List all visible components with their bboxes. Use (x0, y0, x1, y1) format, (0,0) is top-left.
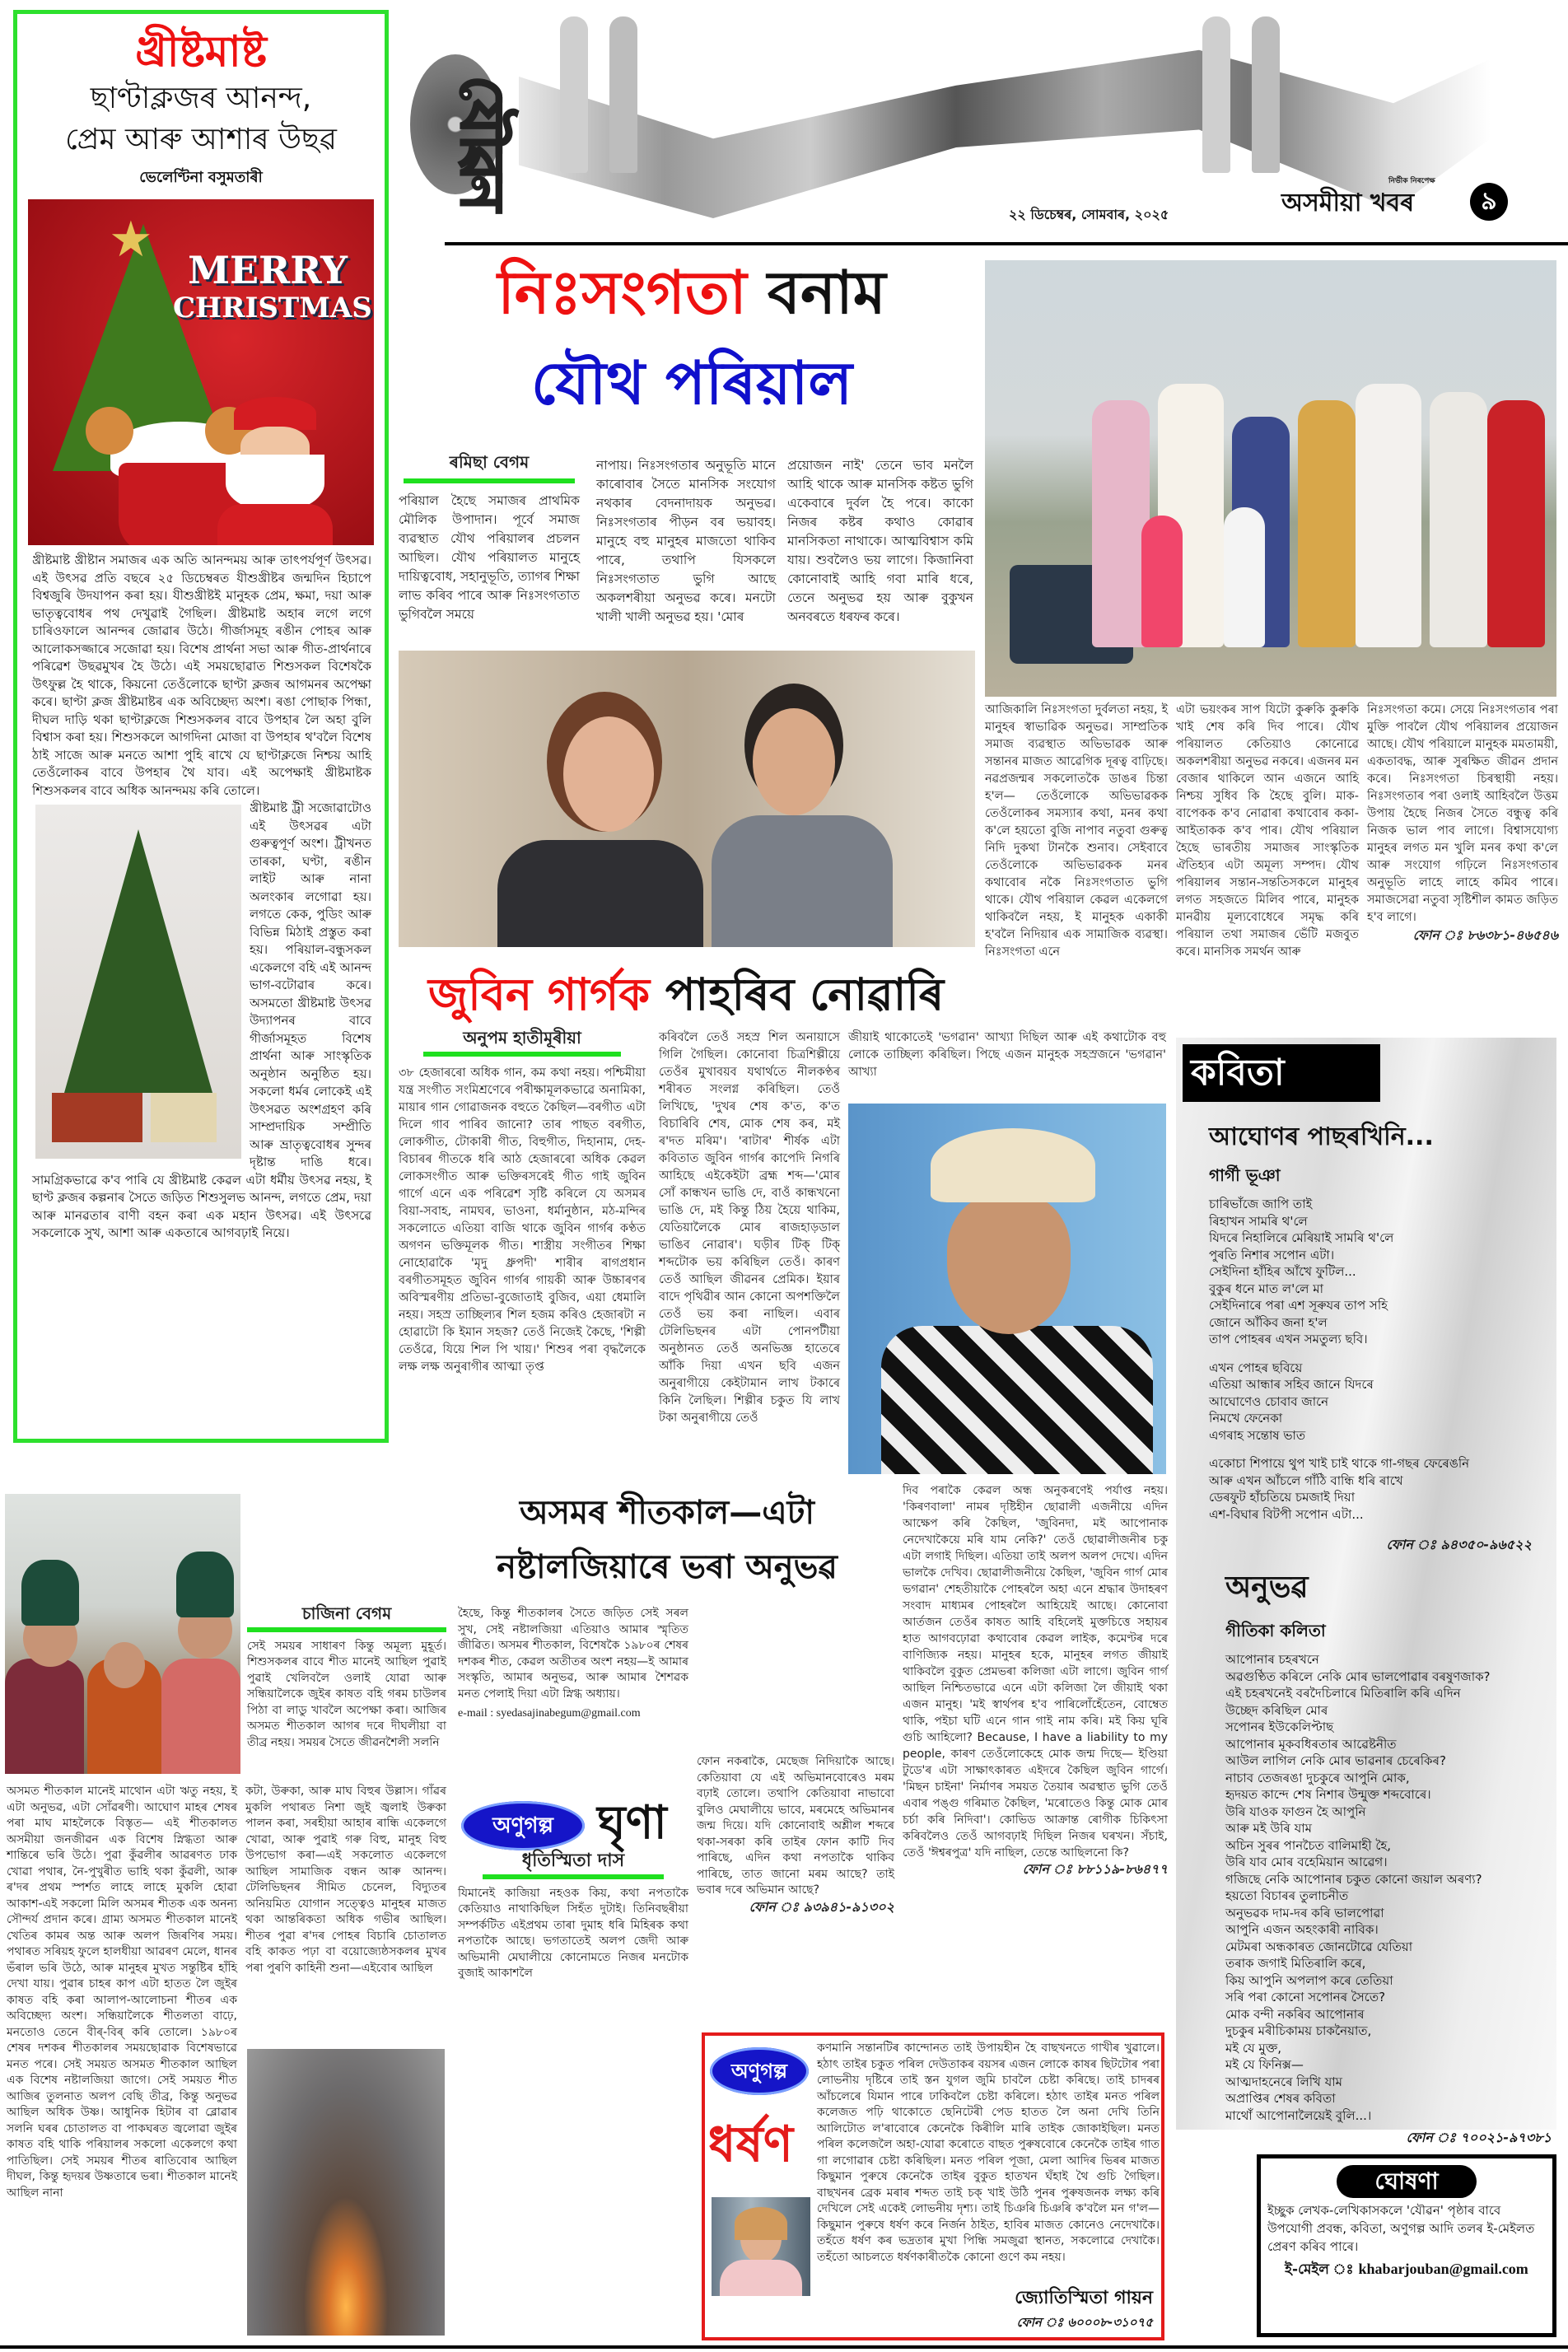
poem-line: অপ্ৰাপ্তিৰ শেষৰ কবিতা (1225, 2091, 1336, 2106)
poem-line: এতিয়া আন্ধাৰ সহিব জানে যিদৰে (1209, 1377, 1374, 1392)
silhouette (1252, 16, 1280, 173)
announcement-title: ঘোষণা (1337, 2165, 1477, 2198)
poem-line: চাৰিভাঁজে জাপি তাই (1209, 1197, 1313, 1211)
winter-children-photo (5, 1494, 240, 1774)
poem-line: আপোনাৰ চহৰখনে (1225, 1652, 1319, 1667)
poem-line: উৰি যাব মোৰ বহেমিয়ান আৱেগ। (1225, 1855, 1388, 1869)
winter-email[interactable]: e-mail : syedasajinabegum@gmail.com (458, 1707, 641, 1720)
poem-body (1209, 1196, 1548, 1534)
anugalpa-badge: অণুগল্প (461, 1801, 585, 1850)
dateline: ২২ ডিচেম্বৰ, সোমবাৰ, ২০২৫ (1009, 207, 1169, 222)
christmas-subtitle-1: ছাণ্টাক্লজৰ আনন্দ, (90, 82, 312, 115)
headline-blue: যৌথ পৰিয়াল (531, 348, 852, 418)
poem-line: গজিছে নেকি আপোনাৰ চকুত কোনো জয়াল অৰণ্য? (1225, 1871, 1482, 1887)
loneliness-phone: ফোন ঃ ৮৬৩৮১-৪৬৫৪৬ (1412, 927, 1558, 943)
ghrina-phone: ফোন ঃ ৯৩৯৪১-৯১৩০২ (749, 1898, 894, 1915)
poem-line: মাথোঁ আপোনালৈয়েই বুলি...। (1225, 2107, 1372, 2123)
poem-title: অনুভৱ (1225, 1570, 1309, 1604)
anugalpa-badge: অণুগল্প (710, 2047, 809, 2095)
poem-line: সপোনৰ ইউকেলিপ্টাছ (1225, 1720, 1334, 1734)
poem-line: নিমখে ফেনেকা (1209, 1411, 1283, 1426)
christmas-title: খ্ৰীষ্টমাষ্ট (135, 27, 267, 77)
page-number: ৯ (1470, 183, 1508, 221)
poem-line: উৰি যাওক ফাগুন হৈ আপুনি (1225, 1804, 1366, 1819)
merry-christmas-lettering: MERRY CHRISTMAS (173, 248, 372, 324)
poem-line: সৰি পৰা কোনো সপোনৰ সৈতে? (1225, 1990, 1386, 2004)
paper-name (1281, 177, 1435, 225)
ghrina-column-1: ধৃতিস্মিতা দাস যিমানেই কাজিয়া নহওক কিয়, কথা নপতাকৈ কেতিয়াও নাথাকিছিল সিহঁত দুটাই। তিনিবছৰীয়া সম্পৰ্কটিত এইপ্ৰথম তাৰা দুমাহ ধৰি মিহিৰক কথা নপতাকৈ আছে। ভগতাতেই অলপ জেদী আৰু অভিমানী মেঘালীয়ে কোনোমতে নিজৰ মনটোক বুজাই আকাশলৈ (458, 1850, 688, 1980)
poem-line: মেটমৰা অন্ধকাৰত জোনটোৱে যেতিয়া (1225, 1939, 1413, 1954)
dharshan-author: জ্যোতিস্মিতা গায়ন (1015, 2288, 1153, 2308)
announcement-box (1257, 2154, 1556, 2337)
gingerbread-icon (86, 407, 133, 455)
poem-anubhav (1225, 1565, 1552, 2149)
masthead (395, 0, 1568, 247)
poem-line: আউল লাগিল নেকি মোৰ ভাৱনাৰ চেৰেকিৰ? (1225, 1753, 1446, 1768)
poem-line: মই যে মুক্ত, (1225, 2040, 1282, 2056)
headline-red: নিঃসংগতা (497, 258, 747, 327)
zubeen-author: অনুপম হাতীমূৰীয়া (463, 1028, 581, 1048)
poem-line: জোনে আঁকিব জনা হ'ল (1209, 1314, 1328, 1330)
poem-line: হৃদয়ত কান্দে শেষ নিশাৰ উন্মুক্ত শব্দবোৰে। (1225, 1787, 1431, 1802)
poem-line: আত্মদাহনেৰে লিখি যাম (1225, 2074, 1342, 2089)
poem-line: আৰু মই উৰি যাম (1225, 1821, 1312, 1836)
section-logo (404, 30, 527, 227)
ghrina-heading (461, 1787, 684, 1850)
poem-line: পুৰতি নিশাৰ সপোন এটা। (1209, 1247, 1335, 1262)
poem-line: নাচাব তেজৰঙা দুচকুৰে আপুনি মোক, (1225, 1770, 1410, 1785)
poem-line: সেইদিনা হাঁহিৰ আঁখে ফুটিল... (1209, 1264, 1356, 1279)
poem-line: সেইদিনাৰে পৰা এশ সূৰুযৰ তাপ সহি (1209, 1298, 1388, 1313)
poem-title: আঘোণৰ পাছৰখিনি... (1209, 1122, 1434, 1151)
poem-author: গাৰ্গী ভূঞা (1209, 1165, 1281, 1185)
winter-column-1: অসমত শীতকাল মানেই মাথোন এটা ঋতু নহয়, ই এটা অনুভৱ, এটা সোঁৱৰণী। আঘোণ মাহৰ শেষৰ পৰা মাঘ মাহলৈকে বিস্তৃত— এই শীতকালত অসমীয়া জনজীৱন এক বিশেষ স্নিগ্ধতা আৰু শান্তিৰে ভৰি উঠে। পুৱা কুঁৱলীৰ আৱৰণত ঢাক খোৱা পথাৰ, নৈ-পুখুৰীত ভাহি থকা কুঁৱলী, আৰু ৰ'দৰ প্ৰথম স্পৰ্শত লাহে লাহে মুকলি হোৱা আকাশ-এই সকলো মিলি অসমৰ শীতক এক অনন্য সৌন্দৰ্য প্ৰদান কৰে। গ্ৰাম্য অসমত শীতকাল মানেই খেতিৰ কামৰ অন্ত আৰু অলপ জিৰণিৰ সময়। পথাৰত সৰিয়হ ফুলে হালধীয়া আৱৰণ মেলে, ধানৰ ভঁৰাল ভৰি উঠে, আৰু মানুহৰ মুখত সন্তুষ্টিৰ হাঁহি দেখা যায়। পুৱাৰ চাহৰ কাপ এটা হাতত লৈ জুইৰ কাষত বহি কৰা আলাপ-আলোচনা শীতৰ এক অবিচ্ছেদ্য অংশ। সন্ধিয়ালৈকে শীতলতা বাঢ়ে, মনতোও তেনে বীৰ্-বিৰ্ কৰি তোলে। ১৯৮০ৰ শেষৰ দশকৰ শীতকালৰ সময়ছোৱাক বিশেষভাৱে মনত পৰে। সেই সময়ত অসমত শীতকাল আছিল এক বিশেষ নষ্টালজিয়া জাগে। সেই সময়ত শীত আজিৰ তুলনাত অলপ বেছি তীব্ৰ, কিন্তু অনুভৱ আছিল অধিক উষ্ণ। আধুনিক হিটাৰ বা ব্লোৱাৰ সলনি ঘৰৰ চোতালত বা পাকঘৰত জ্বলোৱা জুইৰ কাষত বহি থাকি পৰিয়ালৰ সকলো একেলগে কথা পাতিছিল। সেই সময়ৰ শীতৰ ৰাতিবোৰ আছিল দীঘল, কিন্তু হৃদয়ৰ উষ্ণতাৰে ভৰা। শীতকাল মানেই আছিল নানা (7, 1785, 237, 2200)
bonfire-photo (247, 2049, 445, 2336)
poem-line: আপোনাৰ মূকবধিৰতাৰ আৱেষ্টনীত (1225, 1736, 1397, 1752)
poem-line: অনুভৱক দাম-দৰ কৰি ভালপোৱা (1225, 1905, 1384, 1920)
silhouette (1202, 16, 1230, 173)
zubeen-column-1: অনুপম হাতীমূৰীয়া ৩৮ হেজাৰৰো অধিক গান, কম কথা নহয়। পশ্চিমীয়া যন্ত্ৰ সংগীত সংমিশ্ৰণেৰে পৰীক্ষামূলকভাৱে অনামিকা, মায়াৰ গান গোৱাজনক বহুতে কৈছিল—বৰগীত এটা দিলে গাব পাৰিব জানো? তাৰ পাছত বৰগীত, লোকগীত, টোকাৰী গীত, বিহুগীত, দিহানাম, দেহ-বিচাৰৰ গীতকে ধৰি আঠ হেজাৰৰো অধিক কেৱল লোকসংগীত আৰু ভক্তিৰসৰেই গীত গাই জুবিন গাৰ্গে এনে এক পৰিৱেশ সৃষ্টি কৰিলে যে অসমৰ বিয়া-সবাহ, নামঘৰ, ভাওনা, ধৰ্মানুষ্ঠান, মঠ-মন্দিৰ সকলোতে এতিয়া বাজি থাকে জুবিন গাৰ্গৰ কণ্ঠত অগণন ভক্তিমূলক গীত। শাস্ত্ৰীয় সংগীতৰ শিক্ষা নোহোৱাকৈ 'মৃদু ধ্ৰুপদী' শাৰীৰ ৰাগপ্ৰধান বৰগীতসমূহত জুবিন গাৰ্গৰ গায়কী আৰু উচ্চাৰণৰ অবিস্মৰণীয় প্ৰতিভা-বুজোতাই বুজিব, এয়া ধেমালি নহয়। সহস্ৰ তাচ্ছিল্যৰ শিল হজম কৰিও হেজাৰটা ন হোৱাটো কি ইমান সহজ? তেওঁ নিজেই কৈছে, 'শিল্পী তেওঁৱে, যিয়ে শিল পি খায়।' শিশুৰ পৰা বৃদ্ধলৈকে লক্ষ লক্ষ অনুৰাগীৰ আত্মা তৃপ্ত (399, 1028, 646, 1374)
paper-tagline: নিৰ্ভীক নিৰপেক্ষ (1388, 177, 1435, 185)
email-link[interactable]: khabarjouban@gmail.com (1358, 2261, 1528, 2277)
silhouette (609, 16, 637, 173)
zubeen-column-2: কৰিবলৈ তেওঁ সহস্ৰ শিল অনায়াসে গিলি গৈছিল। কোনোবা চিত্ৰশিল্পীয়ে তেওঁৰ মুখাবয়ব যথাৰ্থতে নীলকণ্ঠৰ শৰীৰত সংলগ্ন কৰিছিল। তেওঁ লিখিছে, 'দুখৰ শেষ ক'ত, ক'ত বিচাৰিবি শেষ, মোক শেষ কৰ, মই ৰ'দত মৰিম'। 'ৰাটাৰ' শীৰ্ষক এটা কবিতাত জুবিন গাৰ্গৰ কাপেদি নিগৰি আহিছে এইকেইটা ব্ৰহ্ম শব্দ—'মোৰ সোঁ কান্ধখন ভাঙি দে, বাওঁ কান্ধখনো ভাঙি দে, মই কিন্তু ঠিয় হৈয়ে থাকিম, যেতিয়ালৈকে মোৰ ৰাজহাড়ডাল ভাঙিব নোৱাৰ'। ঘড়ীৰ টিক্ টিক্ শব্দটোক ভয় কৰিছিল তেওঁ। কাৰণ তেওঁ আছিল জীৱনৰ প্ৰেমিক। ইয়াৰ বাদে পৃথিৱীৰ আন কোনো অপশক্তিলৈ তেওঁ ভয় কৰা নাছিল। এবাৰ টেলিভিছনৰ এটা পোনপটীয়া অনুষ্ঠানত তেওঁ অনভিজ্ঞ হাতেৰে আঁকি দিয়া এখন ছবি এজন অনুৰাগীয়ে কেইটামান লাখ টকাৰে কিনি লৈছিল। শিল্পীৰ চকুত যি লাখ টকা অনুৰাগীয়ে তেওঁ (659, 1031, 840, 1425)
poem-line: আৰু এখন আঁচলে গাঁঠি বান্ধি ধৰি ৰাখে (1209, 1472, 1403, 1488)
poem-author: গীতিকা কলিতা (1225, 1621, 1326, 1640)
headline-black: পাহৰিব নোৱাৰি (665, 968, 945, 1020)
divider (423, 1052, 621, 1057)
announcement-text: ইচ্ছুক লেখক-লেখিকাসকলে 'যৌৱন' পৃষ্ঠাৰ বাবে উপযোগী প্ৰবন্ধ, কবিতা, অণুগল্প আদি তলৰ ই-মেইলত প্ৰেৰণ কৰিব পাৰে। (1267, 2203, 1535, 2254)
poem-line: কিয় আপুনি অপলাপ কৰে তেতিয়া (1225, 1972, 1393, 1988)
loneliness-column-2: নাপায়। নিঃসংগতাৰ অনুভূতি মানে কাৰোবাৰ সৈতে মানসিক সংযোগ নথকাৰ বেদনাদায়ক অনুভৱ। নিঃসংগতাৰ পীড়ন বৰ ভয়াবহ। মানুহে বহু মানুহৰ মাজতো থাকিব পাৰে, তথাপি যিসকলে নিঃসংগতাত ভুগি আছে অকলশৰীয়া অনুভৱ কৰে। মনটো খালী খালী অনুভৱ হয়। 'মোৰ (596, 458, 776, 624)
zubeen-garg-photo (848, 1104, 1166, 1474)
ghrina-column-2: ফোন নকৰাকৈ, মেছেজ নিদিয়াকৈ আছে। কেতিয়াবা যে এই অভিমানবোৰেও মৰম বঢ়াই তোলে। তথাপি কেতিয়াবা নাভাবো বুলিও মেঘালীয়ে ভাবে, মৰমেহে অভিমানৰ জন্ম দিয়ে। যদি কোনোবাই অশ্লীল শব্দৰে থকা-সৰকা কৰি তাইৰ ফোন কাটি দিব পাৰিছে, এদিন কথা নপতাকৈ থাকিব পাৰিছে, তাত জানো মৰম আছে? তাই ভবাৰ দৰে অভিমান আছে? ফোন ঃ ৯৩৯৪১-৯১৩০২ (697, 1755, 894, 1915)
poem-line: উচ্ছেদ কৰিছিল মোৰ (1225, 1702, 1328, 1718)
poem-aghonor (1209, 1117, 1548, 1556)
poem-phone: ফোন ঃ ৯৪৩৫০-৯৬৫২২ (1386, 1537, 1532, 1552)
ghrina-author: ধৃতিস্মিতা দাস (521, 1850, 625, 1871)
joint-family-photo (985, 260, 1556, 697)
silhouette (560, 16, 588, 173)
loneliness-column-6: নিঃসংগতা কমে। সেয়ে নিঃসংগতাৰ পৰা মুক্তি পাবলৈ যৌথ পৰিয়ালৰ প্ৰয়োজন আছে। যৌথ পৰিয়ালে মানুহক মমতাময়ী, একতাবদ্ধ, আৰু সুৰক্ষিত জীৱন প্ৰদান কৰে। নিঃসংগতা চিৰস্থায়ী নহয়। নিঃসংগতাৰ পৰা ওলাই আহিবলৈ উত্তম উপায় হৈছে নিজৰ সৈতে বন্ধুত্ব কৰি নিজক ভাল পাব লাগে। বিশ্বাসযোগ্য মানুহৰ লগত মন খুলি মনৰ কথা ক'লে আৰু সংযোগ গঢ়িলে নিঃসংগতাৰ অনুভূতি লাহে লাহে কমিব পাৰে। সমাজসেৱা নতুবা সৃষ্টিশীল কামত জড়িত হ'ব লাগে। ফোন ঃ ৮৬৩৮১-৪৬৫৪৬ (1367, 703, 1558, 943)
poem-line: এখন পোহৰ ছবিয়ে (1209, 1360, 1303, 1375)
loneliness-author: ৰমিছা বেগম (449, 452, 530, 472)
divider (0, 2345, 1568, 2349)
stanza-gap (1209, 1348, 1548, 1360)
headline-line-1: অসমৰ শীতকাল—এটা (519, 1494, 815, 1532)
christmas-tree-photo (35, 805, 241, 1159)
poem-line: দুচকুৰ মৰীচিকাময় চাকনৈয়াত, (1225, 2023, 1372, 2038)
dharshan-text: কণমানি সন্তানটিৰ কান্দোনত তাই উপায়হীন হৈ বাছখনতে গাখীৰ খুৱালে। হঠাৎ তাইৰ চকুত পৰিল দেউতাকৰ বয়সৰ এজন লোকে কাষৰ ছিটটোৰ পৰা লোভনীয় দৃষ্টিৰে তাই স্তন যুগল জুমি চাবলৈ চেষ্টা কৰিছে। তাই চাদৰৰ আঁচলেৰে যিমান পাৰে ঢাকিবলৈ চেষ্টা কৰিলে। হঠাৎ তাইৰ মনত পৰিল কলেজত পঢ়ি থাকোতে ছেনিটেৰী পেড হাতত লৈ অনা দেখি তিনি আলিটোত ল'ৰাবোৰে কেনেকৈ কিৰীলি মাৰি তাইক জোকাইছিল। মনত পৰিল কলেজলৈ অহা-যোৱা কৰোতে বাছত পুৰুষবোৰে কেনেকৈ তাইৰ গাত গা লগোৱাৰ চেষ্টা কৰিছিল। মনত পৰিল পূজা, মেলা আদিৰ ভিৰৰ মাজত কিছুমান পুৰুষে কেনেকৈ তাইৰ বুকুত হাতখন ঘঁহাই থৈ গুচি গৈছিল। বাছখনৰ ব্ৰেক মৰাৰ শব্দত তাই চক্ খাই উঠি পুনৰ পুৰুষজনক লক্ষ্য কৰি দেখিলে সেই একেই লোভনীয় দৃশ্য। তাই চিঞৰি চিঞৰি ক'বলৈ মন গ'ল—কিছুমান পুৰুষে ধৰ্ষণ কৰে নিৰ্জন ঠাইত, হাবিৰ মাজত কোনেও নেদেখাকৈ। তহঁতে ধৰ্ষণ কৰ ভদ্ৰতাৰ মুখা পিন্ধি সমজুৱা স্থানত, সকলোৱে দেখাকৈ। তহঁতো আচলতে ধৰ্ষণকাৰীতকৈ কোনো গুণে কম নহয়। (817, 2042, 1160, 2264)
poem-line: যিদৰে নিহালিৰে মেৰিয়াই সামৰি থ'লে (1209, 1230, 1394, 1245)
poem-phone: ফোন ঃ ৭০০২১-৯৭৩৮১ (1406, 2130, 1552, 2145)
zubeen-headline (428, 962, 988, 1028)
kobita-section-tag: কবিতা (1183, 1044, 1380, 1102)
headline-line-2: নষ্টালজিয়াৰে ভৰা অনুভৱ (497, 1548, 838, 1586)
poem-line: বুকুৰ ধনে মাত ল'লে মা (1209, 1281, 1323, 1296)
zubeen-phone: ফোন ঃ ৮৮১১৯-৮৬৪৭৭ (1022, 1861, 1168, 1877)
paper-name-text: অসমীয়া খবৰ (1281, 189, 1415, 217)
announcement-email: ই-মেইল ঃ khabarjouban@gmail.com (1285, 2261, 1528, 2278)
poem-line: মই যে ফিনিক্স— (1225, 2057, 1304, 2072)
divider (247, 1627, 446, 1632)
loneliness-column-4: আজিকালি নিঃসংগতা দুৰ্বলতা নহয়, ই মানুহৰ স্বাভাৱিক অনুভৱ। সাম্প্ৰতিক সমাজ ব্যৱস্থাত অভিভাৱক আৰু সন্তানৰ মাজত আৱেগিক দূৰত্ব বাঢ়িছে। নৱপ্ৰজন্মৰ সকলোতকৈ ডাঙৰ চিন্তা হ'ল— তেওঁলোকে অভিভাৱকক তেওঁলোকৰ সমস্যাৰ কথা, মনৰ কথা ক'লে হয়তো বুজি নাপাব নতুবা গুৰুত্ব নিদি দুকথা টানকৈ শুনাব। সেইবাবে তেওঁলোকে অভিভাৱকক মনৰ কথাবোৰ নকৈ নিঃসংগতাত ভুগি থাকে। যৌথ পৰিয়াল কেৱল একেলগে থাকিবলৈ নহয়, ই মানুহক একাকী হ'বলৈ নিদিয়াৰ এক সামাজিক ব্যৱস্থা। নিঃসংগতা এনে (985, 703, 1168, 959)
poetry-section (1176, 1038, 1556, 2145)
divider (445, 242, 1568, 245)
couple-photo (399, 651, 975, 947)
star-icon: ★ (109, 211, 153, 268)
divider (404, 478, 575, 483)
zubeen-column-4: দিব পৰাকৈ কেৱল অন্ধ অনুকৰণেই পৰ্যাপ্ত নহয়। 'কিৰণবালা' নামৰ দৃষ্টিহীন ছোৱালী এজনীয়ে এদিন আক্ষেপ কৰি কৈছিল, 'জুবিনদা, মই আপোনাক নেদেখাকৈয়ে মৰি যাম নেকি?' তেওঁ ছোৱালীজনীৰ চকু এটা লগাই দিছিল। এতিয়া তাই অলপ অলপ দেখে। এদিন ভালকৈ দেখিব। ছোৱালীজনীয়ে কৈছিল, 'জুবিন গাৰ্গ মোৰ ভগৱান' শেহতীয়াকৈ পোহৰলৈ অহা এনে শ্ৰদ্ধাৰ উদাহৰণ সংবাদ মাধ্যমৰ পোহৰলৈ আহিয়েই আছে। কোনোবা আৰ্তজন তেওঁৰ কাষত আহি বহিলেই মুক্তচিত্তে সহায়ৰ হাত আগবঢ়োৱা কথাবোৰ কেৱল লাইক, কমেণ্টৰ দৰে বাণিজ্যিক নহয়। মানুহৰ হকে, মানুহৰ লগত জীয়াই থাকিবলৈ বুকুত প্ৰেমভৰা কলিজা এটা লাগে। জুবিন গাৰ্গ আছিল নিশ্চিতভাৱে এনে এটা কলিজা লৈ জীয়াই থকা এজন মানুহ। 'মই স্বাৰ্থপৰ হ'ব পাৰিলোঁহেঁতেন, বোম্বেত থাকি, পইচা ঘটি এনে গান গাই নাম কৰি। মই কিয় ঘূৰি গুচি আহিলো? Because, I have a liability to my people, কাৰণ তেওঁলোকেহে মোক জন্ম দিছে— ইণ্ডিয়া টুডে'ৰ এটা সাক্ষাৎকাৰত এইদৰে কৈছিল জুবিন গাৰ্গে। 'মিছন চাইনা' নিৰ্মাণৰ সময়ত তৈয়াৰ অৱস্থাত ভুগি তেওঁ এবাৰ পঙ্গু গৰিমাত কৈছিল, 'মৰোতেও কিন্তু মোক মোৰ চৰ্চা কৰি নিদিবা'। কোভিড আক্ৰান্ত ৰোগীক চিকিৎসা কৰিবলৈও তেওঁ আগবঢ়াই দিছিল নিজৰ ঘৰখন। সঁচাই, তেওঁ 'ঈশ্বৰপুত্ৰ' যদি নাছিল, তেন্তে আছিলনো কি? ফোন ঃ ৮৮১১৯-৮৬৪৭৭ (903, 1484, 1168, 1877)
poem-line: তাপ পোহৰৰ এখন সমতুল্য ছবি। (1209, 1332, 1368, 1346)
santa-graphic (209, 397, 341, 545)
poem-line: একোচা শিপায়ে থুপ খাই চাই থাকে গা-গছৰ ফেৰেঙনি (1209, 1456, 1470, 1471)
stanza-gap (1209, 1444, 1548, 1455)
poem-line: অচিন সুৰৰ পানচৈত বালিমাহী হৈ, (1225, 1837, 1392, 1853)
poem-line: মোক বন্দী নকৰিব আপোনাৰ (1225, 2006, 1365, 2022)
poem-line: এই চহৰখনেই বৰদৈচিলাৰে মিতিৰালি কৰি এদিন (1225, 1686, 1461, 1701)
poem-body (1225, 1651, 1552, 2124)
section-logo-text: যৌৱন (448, 76, 517, 207)
winter-author: চাজিনা বেগম (301, 1603, 392, 1623)
poem-line: তৰাক জগাই মিতিৰালি কৰে, (1225, 1956, 1366, 1971)
poem-line: ৰিহাখন সামৰি থ'লে (1209, 1213, 1308, 1229)
poem-line: ডেৰফুট হাঁচতিয়ে চমজাই দিয়া (1209, 1490, 1356, 1505)
dharshan-story-box (702, 2032, 1164, 2340)
divider (483, 1874, 664, 1879)
merry-christmas-image (28, 199, 374, 545)
winter-column-3: চাজিনা বেগম সেই সময়ৰ সাধাৰণ কিন্তু অমূল্য মুহূৰ্ত। শিশুসকলৰ বাবে শীত মানেই আছিল পুৱাই পুৱাই খেলিবলৈ ওলাই যোৱা আৰু সন্ধিয়ালৈকে জুইৰ কাষত বহি গৰম চাউলৰ পিঠা বা লাডু খাবলৈ অপেক্ষা কৰা। আজিৰ অসমত শীতকাল আগৰ দৰে দীঘলীয়া বা তীব্ৰ নহয়। সময়ৰ সৈতে জীৱনশৈলী সলনি (247, 1603, 446, 1749)
winter-column-2: কটা, উৰুকা, আৰু মাঘ বিহুৰ উল্লাস। গাঁৱৰ মুকলি পথাৰত নিশা জুই জ্বলাই উৰুকা পালন কৰা, সৰহীয়া আহাৰ ৰান্ধি একেলগে খোৱা, আৰু পুৱাই গৰু বিহু, মানুহ বিহু উপভোগ কৰা—এই সকলোত একেলগে আছিল সামাজিক বন্ধন আৰু আনন্দ। টেলিভিছনৰ সীমিত চেনেল, বিদ্যুতৰ অনিয়মিত যোগান সত্ত্বেও মানুহৰ মাজত থকা আন্তৰিকতা অধিক গভীৰ আছিল। শীতৰ পুৱা ৰ'দৰ পোহৰ বিচাৰি চোতালত বহি কাকত পঢ়া বা বয়োজ্যেষ্ঠসকলৰ মুখৰ পৰা পুৰণি কাহিনী শুনা—এইবোৰ আছিল (245, 1785, 446, 1975)
poem-line: আপুনি এজন অহংকাৰী নাবিক। (1225, 1922, 1379, 1937)
zubeen-column-3: জীয়াই থাকোতেই 'ভগৱান' আখ্যা দিছিল আৰু এই কথাটোক বহু লোকে তাচ্ছিল্য কৰিছিল। পিছে এজন মানুহক সহস্ৰজনে 'ভগৱান' আখ্যা (848, 1031, 1166, 1079)
stanza-gap (1209, 1523, 1548, 1534)
poem-line: অৱগুণ্ঠিত কৰিলে নেকি মোৰ ভালপোৱাৰ বৰষুণজাক? (1225, 1668, 1491, 1684)
christmas-paragraph-2: খ্ৰীষ্টমাষ্ট ট্ৰী সজোৱাটোও এই উৎসৱৰ এটা গুৰুত্বপূৰ্ণ অংশ। ট্ৰীখনত তাৰকা, ঘণ্টা, ৰঙীন লাইট আৰু নানা অলংকাৰ লগোৱা হয়। লগতে কেক, পুডিং আৰু বিভিন্ন মিঠাই প্ৰস্তুত কৰা হয়। পৰিয়াল-বন্ধুসকল একেলগে বহি এই আনন্দ ভাগ-বটোৱাৰ কৰে। অসমতো খ্ৰীষ্টমাষ্ট উৎসৱ উদ্যাপনৰ বাবে গীৰ্জাসমূহত বিশেষ প্ৰাৰ্থনা আৰু সাংস্কৃতিক অনুষ্ঠান অনুষ্ঠিত হয়। সকলো ধৰ্মৰ লোকেই এই উৎসৱত অংশগ্ৰহণ কৰি সাম্প্ৰদায়িক সম্প্ৰীতি আৰু ভ্ৰাতৃত্ববোধৰ সুন্দৰ দৃষ্টান্ত দাঙি ধৰে। সামগ্ৰিকভাৱে ক'ব পাৰি যে খ্ৰীষ্টমাষ্ট কেৱল এটা ধৰ্মীয় উৎসৱ নহয়, ই ছাণ্ট ক্লজৰ কল্পনাৰ সৈতে জড়িত শিশুসুলভ আনন্দ, লগতে প্ৰেম, দয়া আৰু মানৱতাৰ বাণী বহন কৰা এক মহান উৎসৱ। এই উৎসৱে সকলোকে সুখ, আশা আৰু একতাৰে আগবঢ়াই নিয়ে। (32, 800, 371, 1240)
headline-red: জুবিন গাৰ্গক (428, 968, 651, 1020)
christmas-author: ভেলেণ্টিনা বসুমতাৰী (139, 169, 263, 186)
loneliness-column-3: প্ৰয়োজন নাই' তেনে ভাব মনলৈ আহি থাকে আৰু মানসিক কষ্টত ভুগি একেবাৰে দুৰ্বল হৈ পৰে। কাকো নিজৰ কষ্টৰ কথাও কোৱাৰ মানসিকতা নাথাকে। আত্মবিশ্বাস কমি যায়। শুবলৈও ভয় লাগে। কিজানিবা কোনোবাই আহি গবা মাৰি ধৰে, তেনে অনুভৱ হয় আৰু বুকুখন অনবৰতে ধৰফৰ কৰে। (787, 458, 973, 624)
christmas-subtitle-2: প্ৰেম আৰু আশাৰ উছৱ (65, 123, 337, 156)
loneliness-column-1: ৰমিছা বেগম পৰিয়াল হৈছে সমাজৰ প্ৰাথমিক মৌলিক উপাদান। পূৰ্বে সমাজ ব্যৱস্থাত যৌথ পৰিয়ালৰ প্ৰচলন আছিল। যৌথ পৰিয়ালত মানুহে দায়িত্ববোধ, সহানুভূতি, ত্যাগৰ শিক্ষা লাভ কৰিব পাৰে আৰু নিঃসংগতাত ভুগিবলৈ সময়ে (399, 452, 580, 622)
poem-line: এশ-বিঘাৰ বিটপী সপোন এটা... (1209, 1506, 1364, 1522)
christmas-article (13, 10, 389, 1443)
headline-black: বনাম (767, 258, 886, 327)
loneliness-column-5: এটা ভয়ংকৰ সাপ যিটো কুৰুকি কুৰুকি খাই শেষ কৰি দিব পাৰে। যৌথ পৰিয়ালত কেতিয়াও কোনোৱে অকলশৰীয়া অনুভৱ নকৰে। এজনৰ মন বেজাৰ থাকিলে আন এজনে আহি নিশ্চয় সুধিব কি হৈছে বুলি। মাক-বাপেকক ক'ব নোৱাৰা কথাবোৰ ককা-আইতাকক ক'ব পাৰ। যৌথ পৰিয়াল হৈছে ভাৰতীয় সমাজৰ সাংস্কৃতিক ঐতিহ্যৰ এটা অমূল্য সম্পদ। যৌথ পৰিয়ালৰ সন্তান-সন্ততিসকলে মানুহৰ লগত সহজতে মিলিব পাৰে, মানুহক মানৱীয় মূল্যবোধেৰে সমৃদ্ধ কৰি পৰিয়াল তথা সমাজৰ ভেঁটি মজবুত কৰে। মানসিক সমৰ্থন আৰু (1176, 703, 1359, 959)
poem-line: এগৰাহ সন্তোষ ভাত (1209, 1427, 1306, 1443)
christmas-paragraph-1: খ্ৰীষ্টমাষ্ট খ্ৰীষ্টান সমাজৰ এক অতি আনন্দময় আৰু তাৎপৰ্যপূৰ্ণ উৎসৱ। এই উৎসৱ প্ৰতি বছৰে ২৫ ডিচেম্বৰত যীশুখ্ৰীষ্টৰ জন্মদিন হিচাপে বিশ্বজুৰি উদযাপন কৰা হয়। যীশুখ্ৰীষ্টই মানুহক প্ৰেম, ক্ষমা, দয়া আৰু ভাতৃত্ববোধৰ পথ দেখুৱাই গৈছিল। খ্ৰীষ্টমাষ্ট অহাৰ লগে লগে চাৰিওফালে আনন্দৰ জোৱাৰ উঠে। গীৰ্জাসমূহ ৰঙীন পোহৰ আৰু আলোকসজ্জাৰে সজোৱা হয়। বিশেষ প্ৰাৰ্থনা সভা আৰু গীত-প্ৰাৰ্থনাৰে পৰিৱেশ উছৱমুখৰ হৈ উঠে। এই সময়ছোৱাত শিশুসকল বিশেষকৈ উৎফুল্ল হৈ থাকে, কিয়নো তেওঁলোকে ছাণ্টা ক্লজৰ আগমনৰ অপেক্ষা কৰে। ছাণ্টা ক্লজ খ্ৰীষ্টমাষ্টৰ এক অবিচ্ছেদ্য অংশ। ৰঙা পোছাক পিন্ধা, দীঘল দাড়ি থকা ছাণ্টাক্লজে শিশুসকলৰ বাবে উপহাৰ লৈ অহা বুলি বিশ্বাস কৰা হয়। শিশুসকলে আগদিনা মোজা বা উপহাৰ থ'বলৈ বিশেষ ঠাই সাজে আৰু মনতে আশা পুহি ৰাখে যে ছাণ্টাক্লজে নিশ্চয় আহি তেওঁলোকৰ বাবে উপহাৰ থৈ যাব। এই অপেক্ষাই খ্ৰীষ্টমাষ্টক শিশুসকলৰ বাবে অধিক আনন্দময় কৰি তোলে। (32, 553, 371, 798)
poem-line: হয়তো বিচাৰৰ তুলাচনীত (1225, 1888, 1349, 1903)
winter-column-4: হৈছে, কিন্তু শীতকালৰ সৈতে জড়িত সেই সৰল সুখ, সেই নষ্টালজিয়া এতিয়াও আমাৰ স্মৃতিত জীৱিত। অসমৰ শীতকাল, বিশেষকৈ ১৯৮০ৰ শেষৰ দশকৰ শীত, কেৱল অতীতৰ অংশ নহয়—ই আমাৰ সংস্কৃতি, আমাৰ অনুভৱ, আৰু আমাৰ শৈশৱক মনত পেলাই দিয়া এটা স্নিগ্ধ অধ্যায়। e-mail : syedasajinabegum@gmail.com (458, 1606, 688, 1722)
winter-headline (445, 1486, 889, 1594)
ghrina-title: ঘৃণা (597, 1796, 667, 1850)
dharshan-title: ধৰ্ষণ (708, 2116, 793, 2173)
poem-line: আঘোণেও চোবাব জানে (1209, 1393, 1329, 1409)
dharshan-phone: ফোন ঃ ৬০০০৮-৩১০৭৫ (1016, 2315, 1153, 2330)
loneliness-headline (412, 247, 972, 428)
mother-child-photo (712, 2197, 810, 2296)
